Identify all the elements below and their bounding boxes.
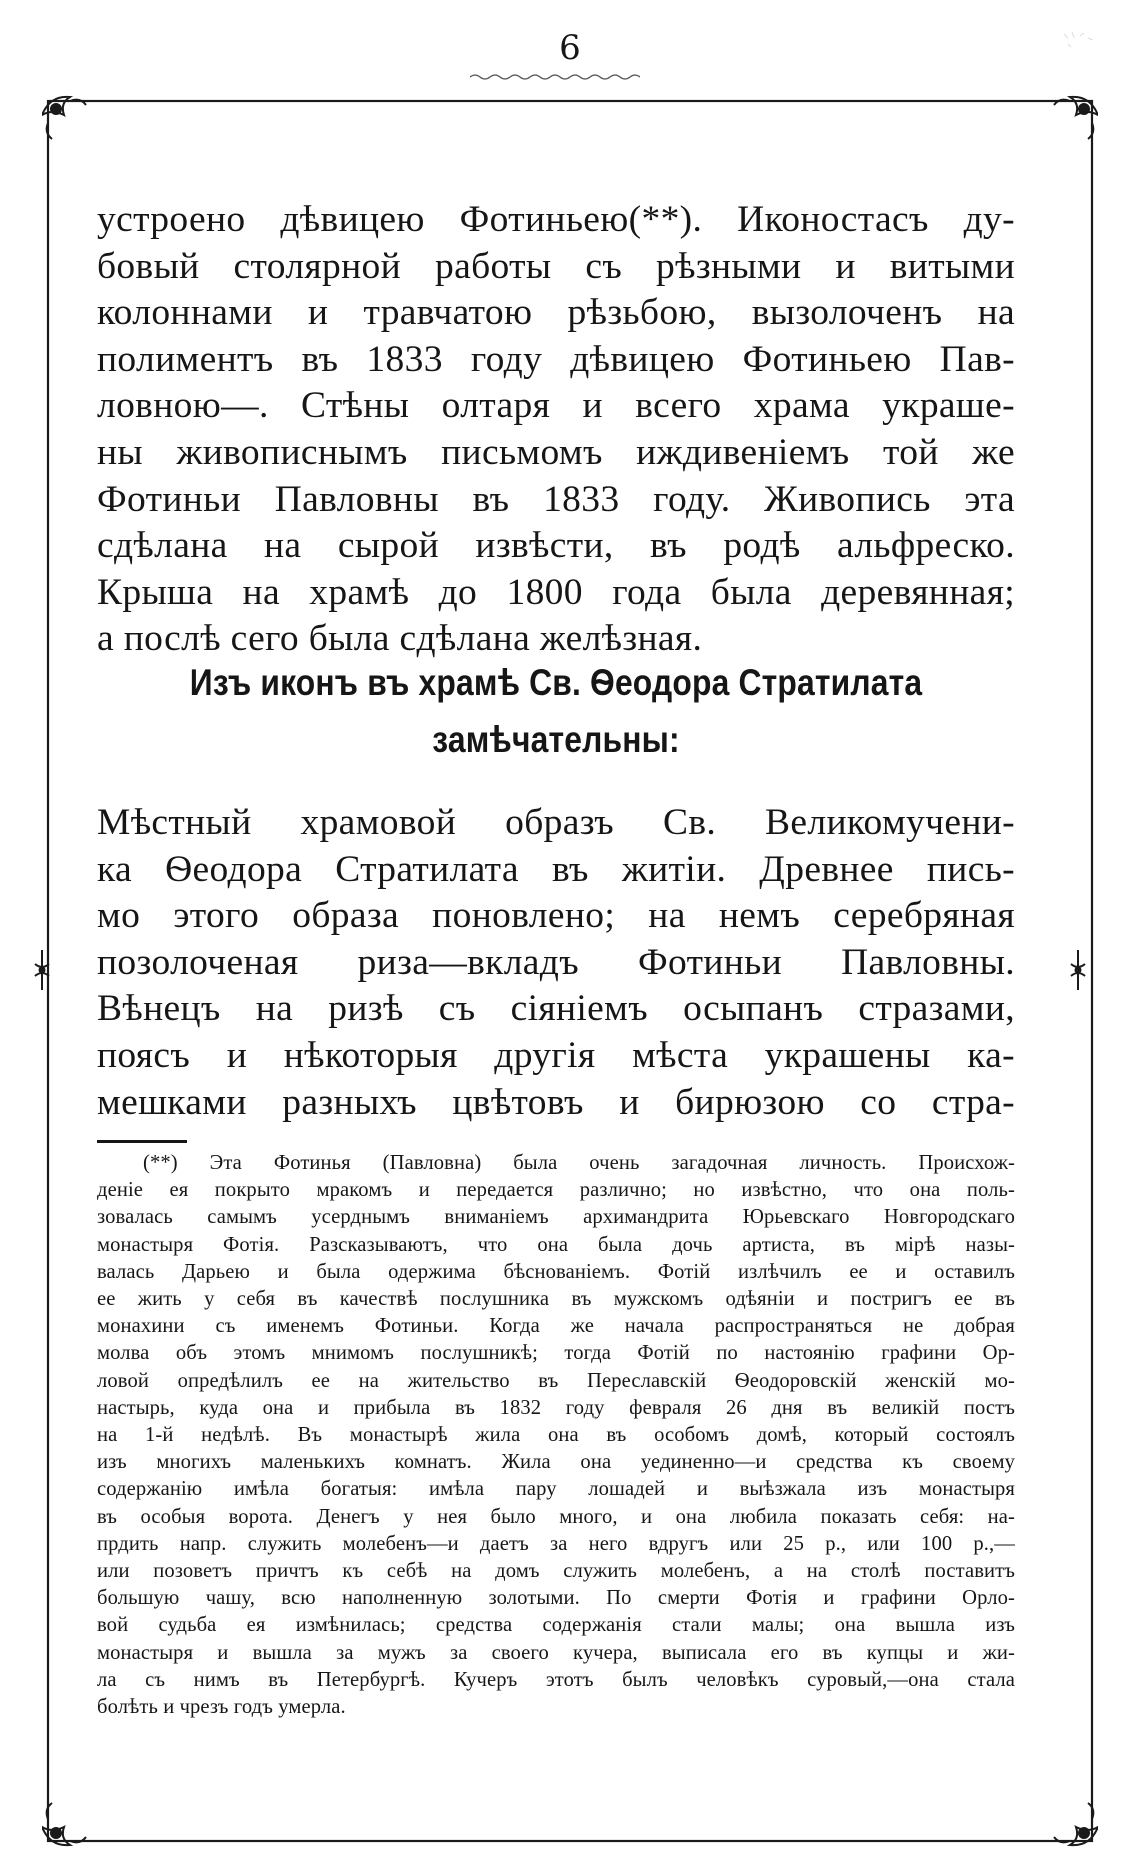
text-line: Фотиньи Павловны въ 1833 году. Живопись эта: [97, 478, 1015, 520]
footnote-line: ее жить у себя въ качествѣ послушника въ мужскомъ одѣянiи и постригъ ее въ: [97, 1288, 1015, 1311]
text-line: Вѣнецъ на ризѣ съ сiянiемъ осыпанъ стразами,: [97, 988, 1015, 1030]
text-line: мо этого образа поновлено; на немъ серебряная: [97, 895, 1015, 937]
text-line: поясъ и нѣкоторыя другiя мѣста украшены ка-: [97, 1034, 1015, 1076]
footnote-line: ла съ нимъ въ Петербургѣ. Кучеръ этотъ былъ человѣкъ суровый,—она стала: [97, 1668, 1015, 1691]
footnote-line: зовалась самымъ усерднымъ вниманiемъ архимандрита Юрьевскаго Новгородскаго: [97, 1206, 1015, 1229]
footnote-line: монастыря и вышла за мужъ за своего кучера, выписала его въ купцы и жи-: [97, 1641, 1015, 1664]
text-line: полиментъ въ 1833 году дѣвицею Фотиньею Пав-: [97, 338, 1015, 380]
text-line: ловною—. Стѣны олтаря и всего храма украше-: [97, 385, 1015, 427]
side-ornament-right: [1068, 950, 1088, 990]
text-line: сдѣлана на сырой извѣсти, въ родѣ альфреско.: [97, 525, 1015, 567]
footnote-line: изъ многихъ маленькихъ комнатъ. Жила она уединенно—и средства къ своему: [97, 1451, 1015, 1474]
footnote-separator: [97, 1140, 187, 1143]
footnote-line: вой судьба ея измѣнилась; средства содержанiя стали малы; она вышла изъ: [97, 1614, 1015, 1637]
text-line: позолоченая риза—вкладъ Фотиньи Павловны.: [97, 941, 1015, 983]
footnote-line: денiе ея покрыто мракомъ и передается различно; но извѣстно, что она поль-: [97, 1179, 1015, 1202]
text-line: а послѣ сего была сдѣлана желѣзная.: [97, 618, 703, 660]
section-heading: Изъ иконъ въ храмѣ Св. Ѳеодора Стратилата: [189, 662, 923, 703]
text-line: мешками разныхъ цвѣтовъ и бирюзою со стра-: [97, 1081, 1015, 1123]
text-line: ны живописнымъ письмомъ иждивенiемъ той же: [97, 431, 1015, 473]
footnote-line: болѣть и чрезъ годъ умерла.: [97, 1696, 346, 1719]
scan-speck-mark: [1062, 30, 1096, 50]
footnote-line: монастыря Фотiя. Разсказываютъ, что она была дочь артиста, въ мiрѣ назы-: [97, 1233, 1015, 1256]
footnote-line: большую чашу, всю наполненную золотыми. По смерти Фотiя и графини Орло-: [97, 1587, 1015, 1610]
footnote-line: валась Дарьею и была одержима бѣснованiемъ. Фотiй излѣчилъ ее и оставилъ: [97, 1260, 1015, 1283]
text-line: бовый столярной работы съ рѣзными и витыми: [97, 245, 1015, 287]
paragraph-icon-description: [97, 800, 1015, 1126]
footnote-line: на 1-й недѣлѣ. Въ монастырѣ жила она въ особомъ домѣ, который состоялъ: [97, 1424, 1015, 1447]
footnote-line: въ особыя ворота. Денегъ у нея было много, и она любила показать себя: на-: [97, 1505, 1015, 1528]
text-line: колоннами и травчатою рѣзьбою, вызолоченъ на: [97, 292, 1015, 334]
page-number: 6: [559, 28, 581, 68]
footnote-line: или позоветъ причтъ къ себѣ на домъ служить молебенъ, а на столѣ поставитъ: [97, 1560, 1015, 1583]
section-heading-continued: замѣчательны:: [432, 719, 680, 760]
text-line: ка Ѳеодора Стратилата въ житiи. Древнее пись-: [97, 848, 1015, 890]
text-line: Мѣстный храмовой образъ Св. Великомучени-: [97, 802, 1015, 843]
footnote: [97, 1150, 1015, 1721]
footnote-line: молва объ этомъ мнимомъ послушникѣ; тогда Фотiй по настоянiю графини Ор-: [97, 1342, 1015, 1365]
text-line: устроено дѣвицею Фотиньею(**). Иконостасъ ду-: [97, 199, 1015, 240]
footnote-line: монахини съ именемъ Фотиньи. Когда же начала распространяться не добрая: [97, 1315, 1015, 1338]
footnote-line: настырь, куда она и прибыла въ 1832 году февраля 26 дня въ великiй постъ: [97, 1396, 1015, 1419]
footnote-line: содержанiю имѣла богатыя: имѣла пару лошадей и выѣзжала изъ монастыря: [97, 1478, 1015, 1501]
footnote-line: (**) Эта Фотинья (Павловна) была очень загадочная личность. Происхож-: [143, 1152, 1015, 1174]
paragraph-church-interior: [97, 197, 1015, 663]
footnote-line: прдить напр. служить молебенъ—и даетъ за него вдругъ или 25 р., или 100 р.,—: [97, 1532, 1015, 1555]
footnote-line: ловой опредѣлилъ ее на жительство въ Переславскiй Ѳеодоровскiй женскiй мо-: [97, 1369, 1015, 1392]
text-line: Крыша на храмѣ до 1800 года была деревянная;: [97, 571, 1015, 613]
page-number-squiggle: [470, 72, 640, 82]
side-ornament-left: [32, 950, 52, 990]
